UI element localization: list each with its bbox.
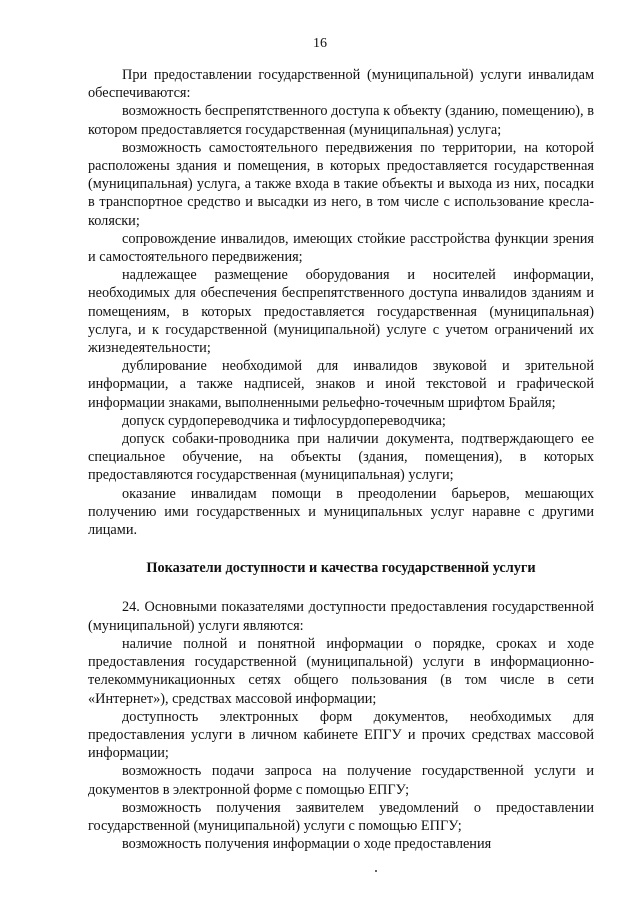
paragraph-electronic-forms: доступность электронных форм документов, необходимых для предоставления услуги в личном кабинете ЕПГУ и прочих средствах массовой информации; [88,708,594,762]
scan-speck [375,870,377,872]
section-heading: Показатели доступности и качества государственной услуги [146,560,536,577]
paragraph-independent-movement: возможность самостоятельного передвижения по территории, на которой расположены здания и помещения, в которых предоставляется государственная (муниципальная) услуга, а также входа в такие объекты и выхода из них, посадки в транспортное средство и высадки из него, в том числе с использование кресла-коляски; [88,139,594,229]
paragraph-guide-dog: допуск собаки-проводника при наличии документа, подтверждающего ее специальное обучение, на объекты (здания, помещения), в которых предоставляются государственная (муниципальная) услуги; [88,431,594,484]
paragraph-sign-interpreter: допуск сурдопереводчика и тифлосурдопереводчика; [122,412,446,429]
paragraph-access-object: возможность беспрепятственного доступа к объекту (зданию, помещению), в котором предоставляется государственная (муниципальная) услуга; [88,103,594,138]
paragraph-notifications: возможность получения заявителем уведомлений о предоставлении государственной (муниципальной) услуги с помощью ЕПГУ; [88,799,594,834]
paragraph-indicators: 24. Основными показателями доступности предоставления государственной (муниципальной) услуги являются: [88,599,594,634]
paragraph-duplication-braille: дублирование необходимой для инвалидов звуковой и зрительной информации, а также надписей, знаков и иной текстовой и графической информации знаками, выполненными рельефно-точечным шрифтом Брайля; [88,358,594,411]
paragraph-assistance: оказание инвалидам помощи в преодолении барьеров, мешающих получению ими государственных и муниципальных услуг наравне с другими лицами. [88,485,594,539]
paragraph-request-submission: возможность подачи запроса на получение государственной услуги и документов в электронной форме с помощью ЕПГУ; [88,763,594,798]
paragraph-equipment-placement: надлежащее размещение оборудования и носителей информации, необходимых для обеспечения беспрепятственного доступа инвалидов зданиям и помещениям, в которых предоставляется государственная (муниципальная) услуга, и к государственной (муниципальной) услуге с учетом ограничений их жизнедеятельности; [88,267,594,357]
paragraph-information-availability: наличие полной и понятной информации о порядке, сроках и ходе предоставления государственной (муниципальной) услуги в информационно-телекоммуникационных сетях общего пользования (в том числе в сети «Интернет»), средствах массовой информации; [88,635,594,707]
paragraph-intro: При предоставлении государственной (муниципальной) услуги инвалидам обеспечиваются: [88,67,594,102]
document-body [88,66,594,853]
page-number: 16 [313,36,327,51]
paragraph-escort: сопровождение инвалидов, имеющих стойкие расстройства функции зрения и самостоятельного передвижения; [88,230,594,266]
paragraph-progress-info: возможность получения информации о ходе предоставления [122,836,492,853]
